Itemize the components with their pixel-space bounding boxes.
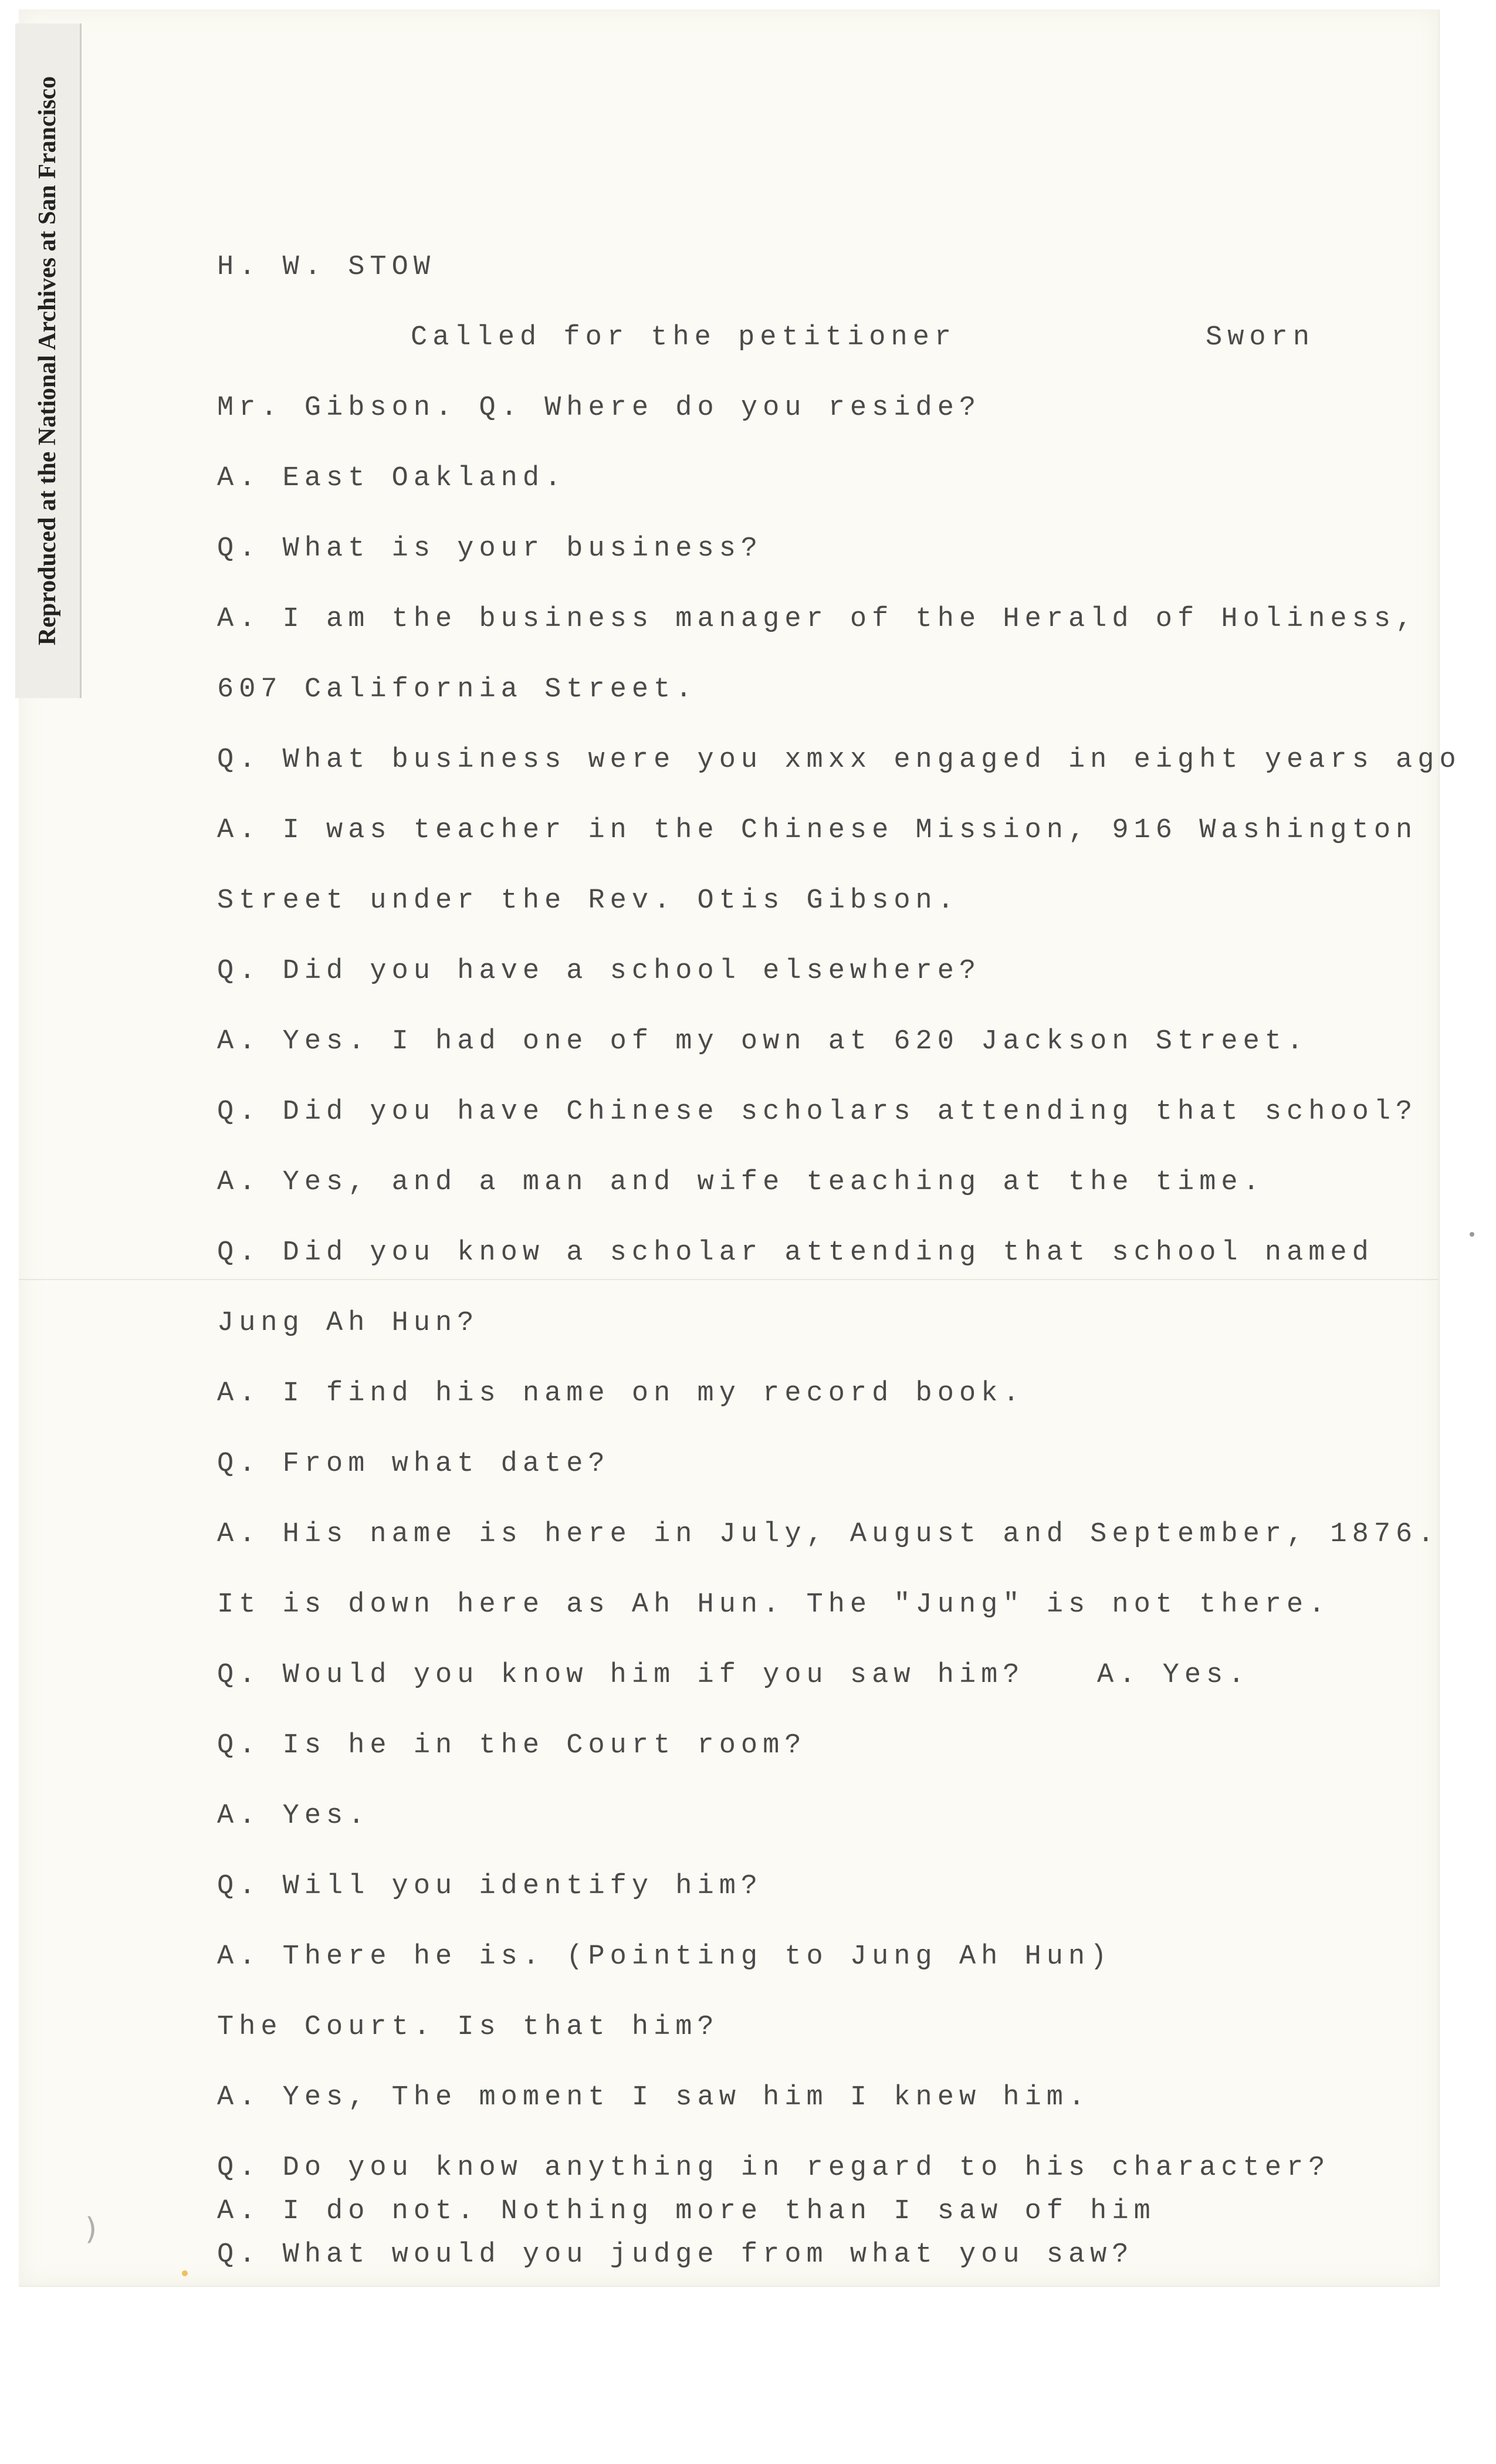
witness-name: H. W. STOW xyxy=(217,252,436,283)
paper-fold xyxy=(19,1279,1439,1280)
archive-stamp-text: Reproduced at the National Archives at San Francisco xyxy=(34,76,61,646)
transcript-line: A. I am the business manager of the Herald of Holiness, xyxy=(217,604,1418,635)
transcript-line: A. East Oakland. xyxy=(217,463,567,494)
inline-answer: A. Yes. xyxy=(1097,1660,1250,1691)
transcript-line: Street under the Rev. Otis Gibson. xyxy=(217,885,959,916)
paper-spot xyxy=(182,2270,188,2276)
sworn-label: Sworn xyxy=(1206,322,1315,353)
transcript-line: Q. What is your business? xyxy=(217,533,763,564)
transcript-line: Q. What business were you xmxx engaged in eight years ago xyxy=(217,744,1461,776)
called-for-petitioner: Called for the petitioner xyxy=(411,322,957,353)
transcript-line: 607 California Street. xyxy=(217,674,698,705)
transcript-line: A. Yes, and a man and wife teaching at the time. xyxy=(217,1167,1265,1198)
transcript-line: Q. What would you judge from what you saw? xyxy=(217,2239,1134,2270)
transcript-line: Jung Ah Hun? xyxy=(217,1308,479,1339)
transcript-line: Q. Would you know him if you saw him? xyxy=(217,1660,1025,1691)
transcript-line: A. Yes. xyxy=(217,1800,370,1832)
transcript-line: Q. Will you identify him? xyxy=(217,1871,763,1902)
transcript-line: A. I find his name on my record book. xyxy=(217,1378,1025,1409)
transcript-line: Q. Did you have a school elsewhere? xyxy=(217,956,981,987)
transcript-line: Q. Did you have Chinese scholars attending that school? xyxy=(217,1096,1418,1128)
transcript-line: Q. From what date? xyxy=(217,1448,610,1480)
transcript-line: It is down here as Ah Hun. The "Jung" is not there. xyxy=(217,1589,1331,1620)
transcript-line: A. I was teacher in the Chinese Mission, 916 Washington xyxy=(217,815,1418,846)
transcript-line: A. Yes. I had one of my own at 620 Jackson Street. xyxy=(217,1026,1309,1057)
margin-mark: ) xyxy=(85,2212,97,2247)
transcript-line: A. I do not. Nothing more than I saw of him xyxy=(217,2196,1156,2227)
transcript-line: Q. Is he in the Court room? xyxy=(217,1730,807,1761)
transcript-line: Mr. Gibson. Q. Where do you reside? xyxy=(217,392,981,424)
transcript-line: A. There he is. (Pointing to Jung Ah Hun) xyxy=(217,1941,1112,1972)
transcript-line: Q. Did you know a scholar attending that school named xyxy=(217,1237,1374,1268)
transcript-line: A. Yes, The moment I saw him I knew him. xyxy=(217,2082,1091,2113)
transcript-line: The Court. Is that him? xyxy=(217,2012,719,2043)
transcript-line: Q. Do you know anything in regard to his character? xyxy=(217,2152,1331,2184)
paper-spot xyxy=(1470,1232,1474,1237)
transcript-line: A. His name is here in July, August and September, 1876. xyxy=(217,1519,1440,1550)
